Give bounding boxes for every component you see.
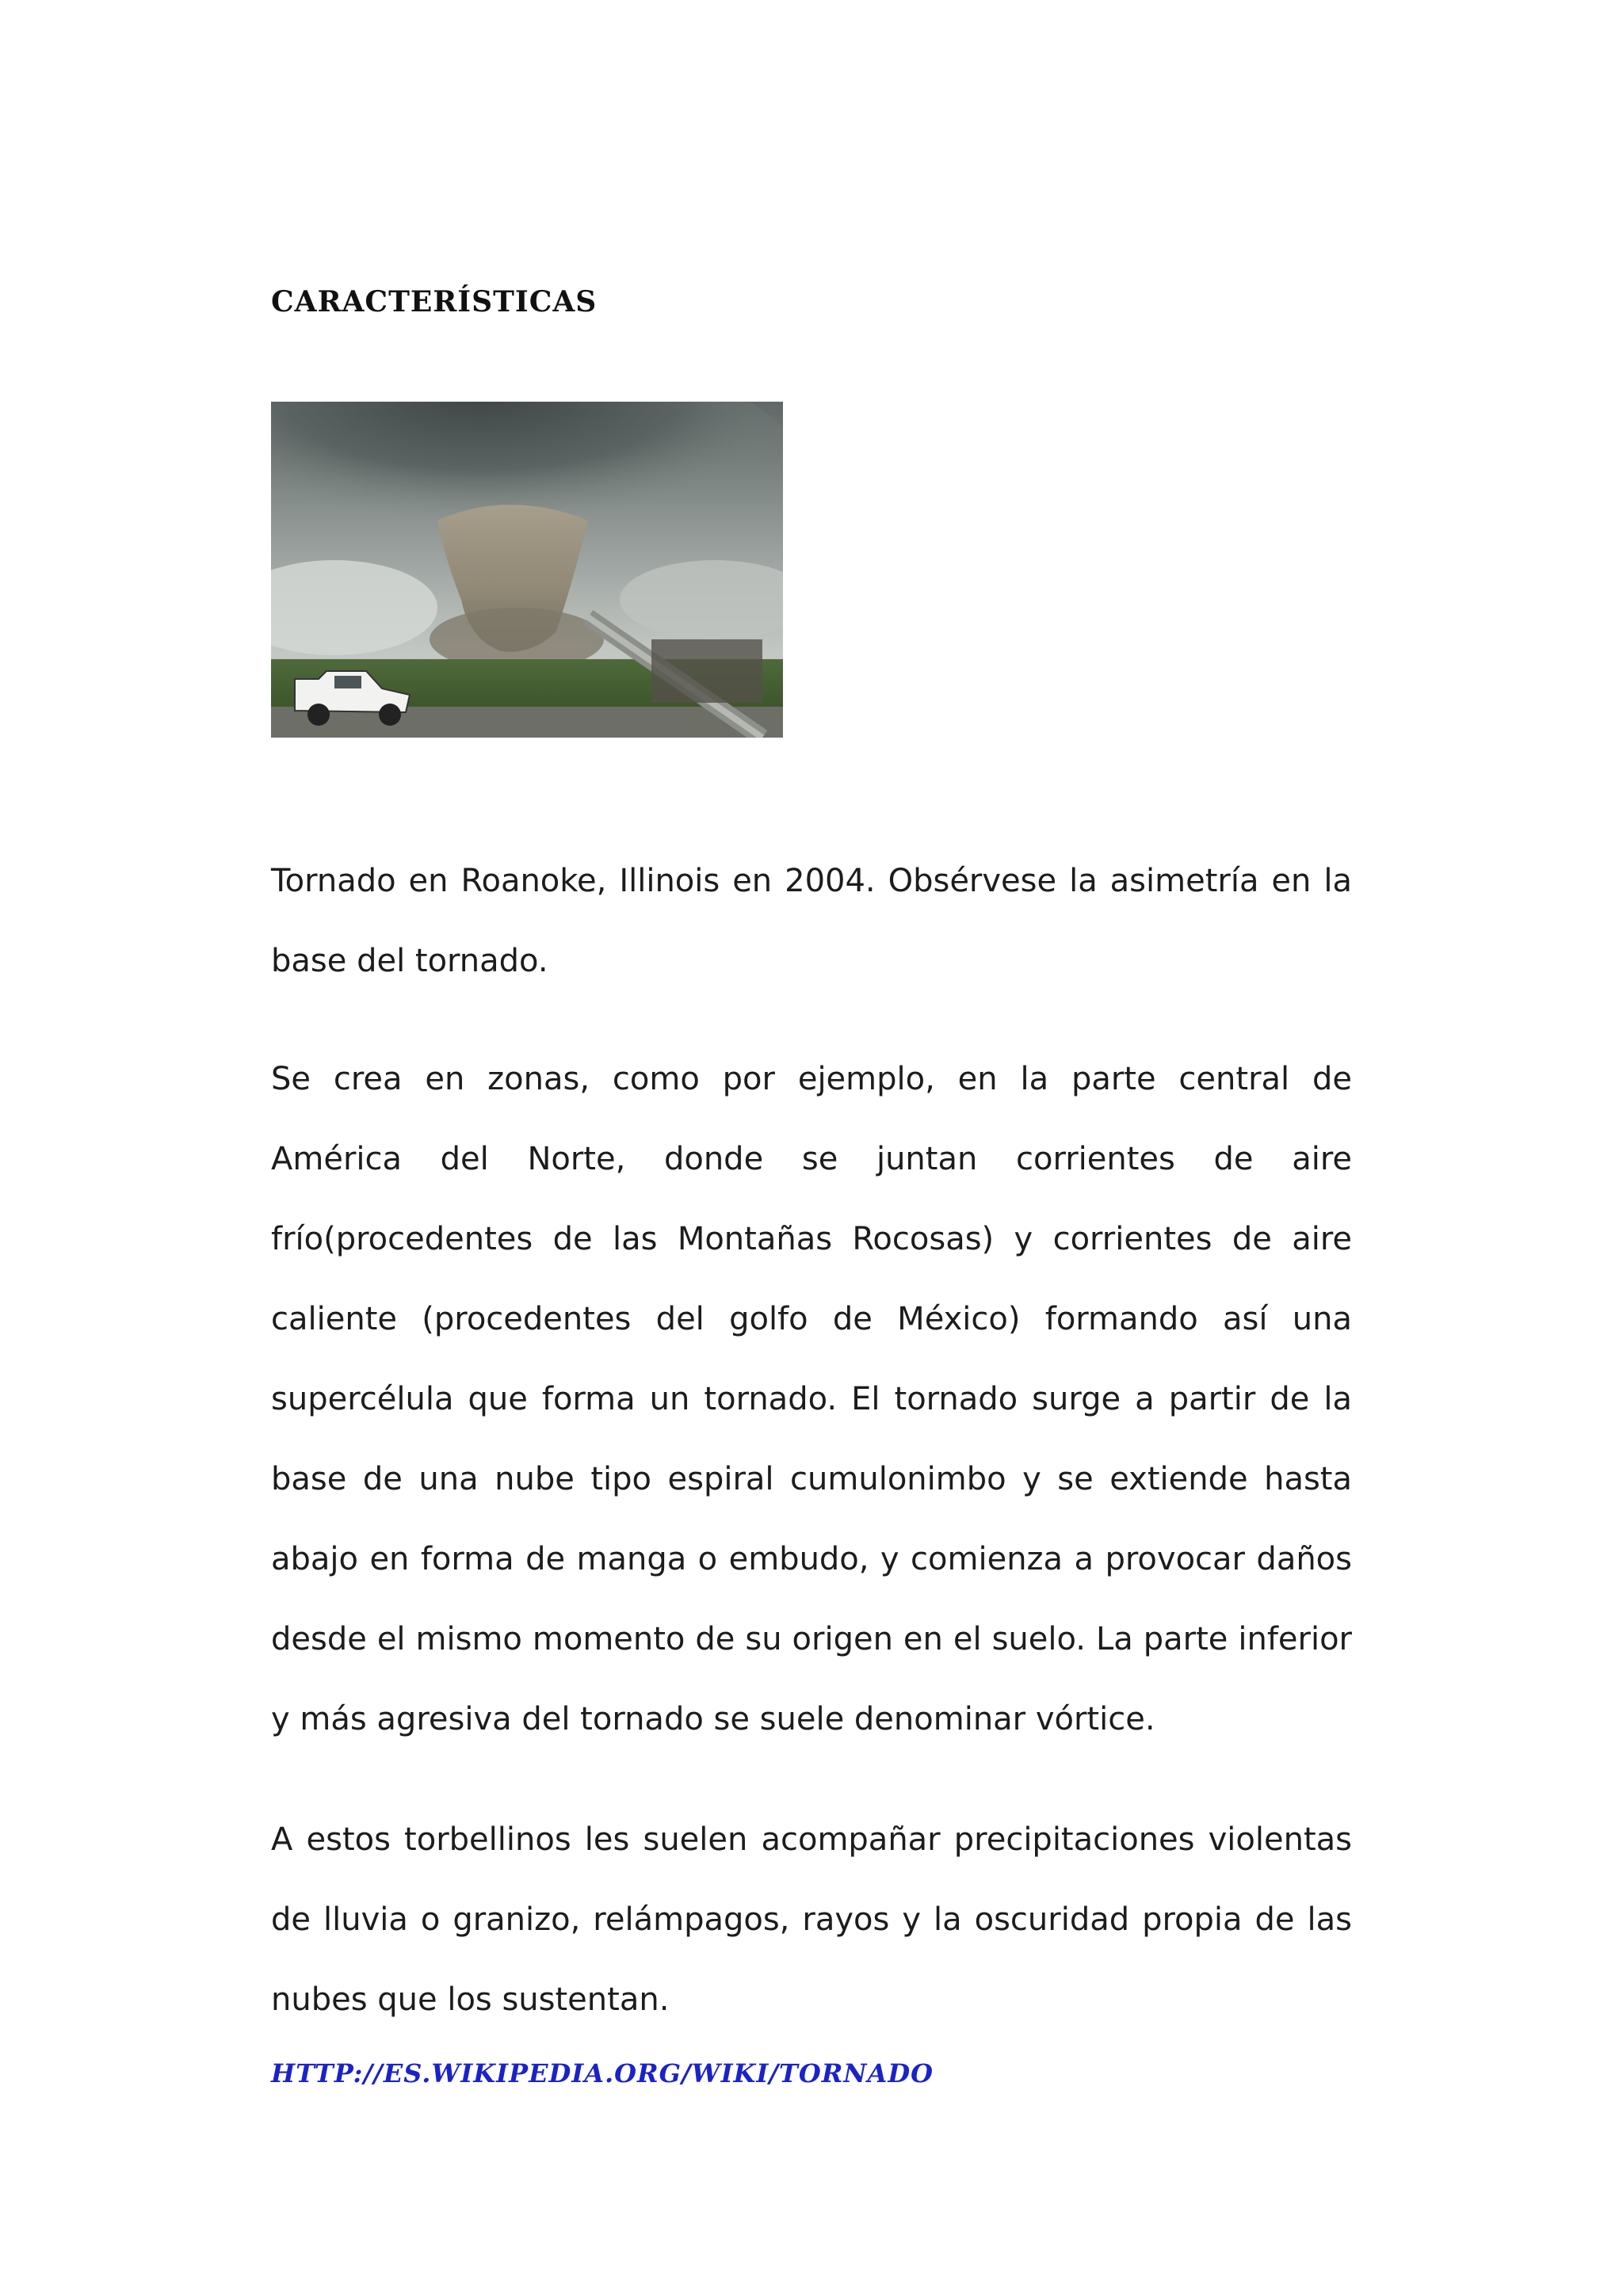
image-caption: Tornado en Roanoke, Illinois en 2004. Obsérvese la asimetría en la base del tornado. bbox=[271, 863, 1352, 979]
tornado-photo bbox=[271, 402, 783, 738]
paragraph-formation: Se crea en zonas, como por ejemplo, en la parte central de América del Norte, donde se juntan corrientes de aire frío(procedentes de las Montañas Rocosas) y corrientes de aire caliente (procedentes del golfo de México) formando así una supercélula que forma un tornado. El tornado surge a partir de la base de una nube tipo espiral cumulonimbo y se extiende hasta abajo en forma de manga o embudo, y comienza a provocar daños desde el mismo momento de su origen en el suelo. La parte inferior y más agresiva del tornado se suele denominar vórtice. bbox=[271, 1061, 1352, 1737]
paragraph-effects: A estos torbellinos les suelen acompañar precipitaciones violentas de lluvia o granizo, relámpagos, rayos y la oscuridad propia de las nubes que los sustentan. bbox=[271, 1821, 1352, 2018]
section-heading: CARACTERÍSTICAS bbox=[271, 285, 598, 318]
source-link[interactable]: HTTP://ES.WIKIPEDIA.ORG/WIKI/TORNADO bbox=[271, 2058, 934, 2088]
